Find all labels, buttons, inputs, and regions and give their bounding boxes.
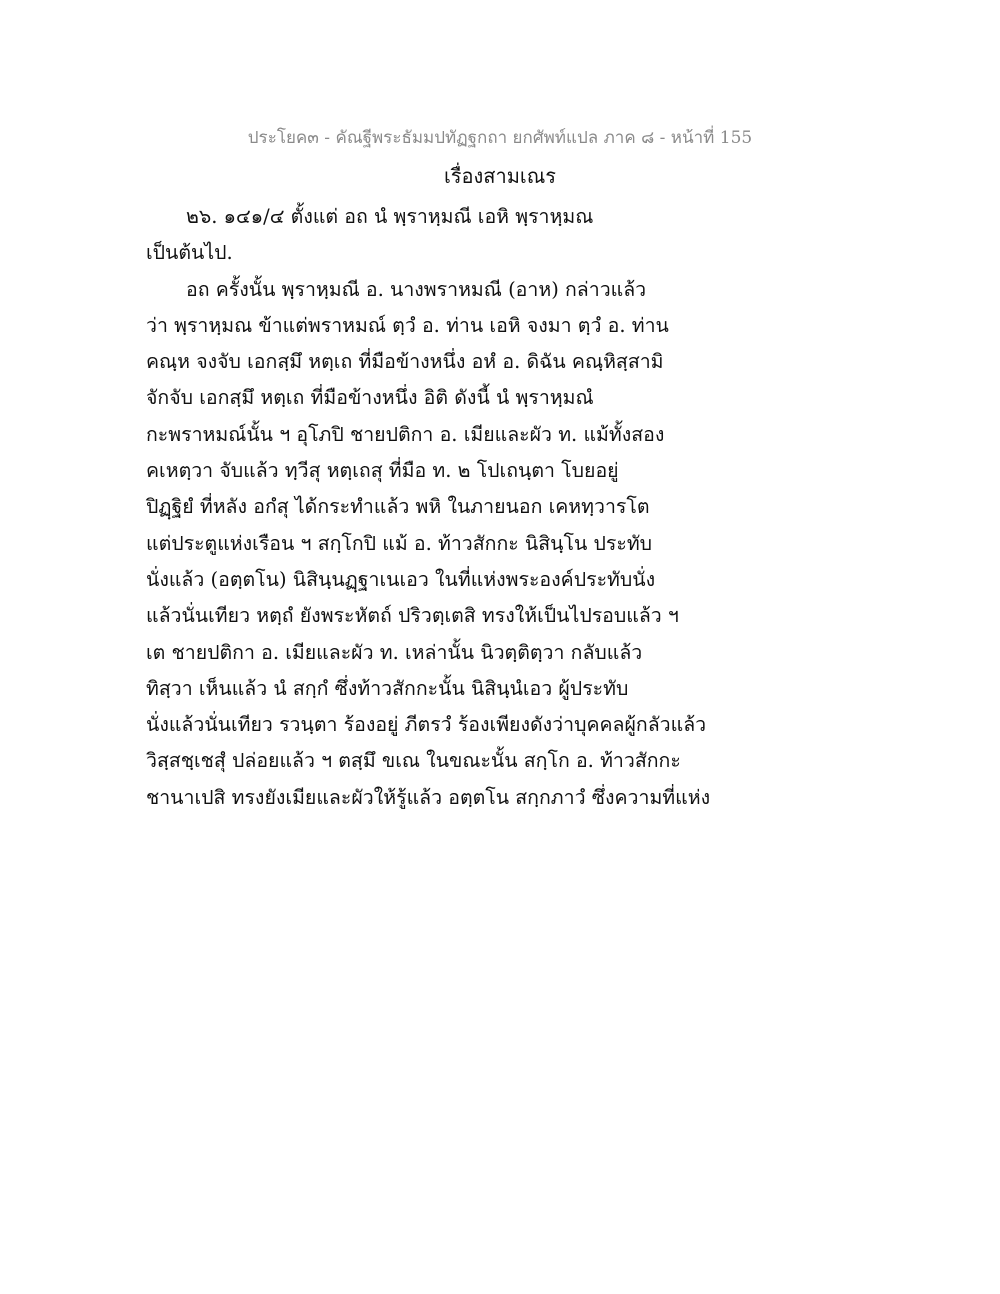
text-line: คเหตฺวา จับแล้ว ทฺวีสุ หตฺเถสุ ที่มือ ท. ๒ โปเถนฺตา โบยอยู่ (146, 459, 619, 483)
text-line: แต่ประตูแห่งเรือน ฯ สกฺโกปิ แม้ อ. ท้าวสักกะ นิสินฺโน ประทับ (146, 531, 653, 555)
story-title: เรื่องสามเณร (443, 164, 557, 188)
text-line: กะพราหมณ์นั้น ฯ อุโภปิ ชายปติกา อ. เมียและผัว ท. แม้ทั้งสอง (146, 422, 665, 446)
text-line: ชานาเปสิ ทรงยังเมียและผัวให้รู้แล้ว อตฺตโน สกฺกภาวํ ซึ่งความที่แห่ง (146, 785, 711, 809)
text-line: จักจับ เอกสฺมึ หตฺเถ ที่มือข้างหนึ่ง อิติ ดังนี้ นํ พฺราหฺมณํ (146, 386, 594, 410)
text-line: เป็นต้นไป. (146, 241, 233, 265)
text-line: ๒๖. ๑๔๑/๔ ตั้งแต่ อถ นํ พฺราหฺมณี เอหิ พฺราหฺมณ (186, 205, 594, 228)
text-line: นั่งแล้วนั่นเทียว รวนฺตา ร้องอยู่ ภีตรวํ ร้องเพียงดังว่าบุคคลผู้กลัวแล้ว (146, 713, 707, 737)
text-line: คณฺห จงจับ เอกสฺมึ หตฺเถ ที่มือข้างหนึ่ง อหํ อ. ดิฉัน คณฺหิสฺสามิ (146, 350, 664, 374)
text-line: อถ ครั้งนั้น พฺราหฺมณี อ. นางพราหมณี (อาห) กล่าวแล้ว (186, 277, 647, 301)
text-line: วิสฺสชฺเชสุํ ปล่อยแล้ว ฯ ตสฺมึ ขเณ ในขณะนั้น สกฺโก อ. ท้าวสักกะ (146, 749, 681, 773)
text-line: แล้วนั่นเทียว หตฺถํ ยังพระหัตถ์ ปริวตฺเตสิ ทรงให้เป็นไปรอบแล้ว ฯ (146, 604, 679, 628)
text-line: เต ชายปติกา อ. เมียและผัว ท. เหล่านั้น นิวตฺติตฺวา กลับแล้ว (146, 640, 643, 664)
text-line: ทิสฺวา เห็นแล้ว นํ สกฺกํ ซึ่งท้าวสักกะนั้น นิสินฺนํเอว ผู้ประทับ (146, 676, 629, 700)
running-header: ประโยค๓ - คัณฐีพระธัมมปทัฏฐกถา ยกศัพท์แปล ภาค ๘ - หน้าที่ 155 (247, 128, 753, 148)
body-text (146, 199, 711, 816)
text-line: ว่า พฺราหฺมณ ข้าแต่พราหมณ์ ตฺวํ อ. ท่าน เอหิ จงมา ตฺวํ อ. ท่าน (146, 313, 669, 337)
text-line: นั่งแล้ว (อตฺตโน) นิสินฺนฏฺฐาเนเอว ในที่แห่งพระองค์ประทับนั่ง (146, 567, 656, 591)
text-line: ปิฏฺฐิยํ ที่หลัง อกํสุ ได้กระทำแล้ว พหิ ในภายนอก เคหทฺวารโต (146, 495, 650, 519)
